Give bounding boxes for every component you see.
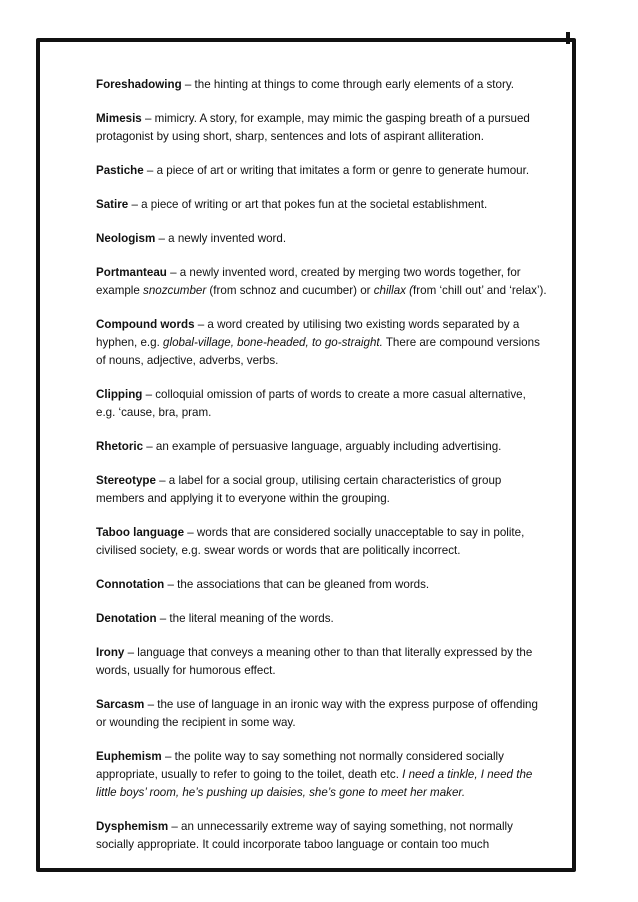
definition: – a label for a social group, utilising certain characteristics of group members and applying it to everyone within the grouping.	[96, 474, 502, 505]
term: Neologism	[96, 232, 156, 245]
example: global-village, bone-headed, to go-straight.	[163, 336, 383, 349]
definition: – the polite way to say something not normally considered socially appropriate, usually to refer to going to the toilet, death etc.	[96, 750, 504, 781]
term: Clipping	[96, 388, 143, 401]
glossary-entry	[96, 110, 548, 146]
term: Pastiche	[96, 164, 144, 177]
term: Connotation	[96, 578, 165, 591]
definition: – a piece of writing or art that pokes fun at the societal establishment.	[128, 198, 488, 211]
definition: – a piece of art or writing that imitates a form or genre to generate humour.	[143, 164, 530, 177]
term: Rhetoric	[96, 440, 144, 453]
example: chillax (	[373, 284, 414, 297]
glossary-entry	[96, 472, 548, 508]
term: Sarcasm	[96, 698, 145, 711]
glossary-entry	[96, 230, 548, 248]
glossary-entry	[96, 524, 548, 560]
definition: (from schnoz and cucumber) or	[206, 284, 374, 297]
term: Satire	[96, 198, 129, 211]
definition: – a newly invented word.	[155, 232, 287, 245]
glossary-entry	[96, 748, 548, 802]
definition: – a newly invented word, created by merging two words together, for example	[96, 266, 521, 297]
glossary-entry	[96, 316, 548, 370]
glossary-entry	[96, 196, 548, 214]
definition: – words that are considered socially unacceptable to say in polite, civilised society, e.g. swear words or words that are politically incorrect.	[96, 526, 525, 557]
definition: – the hinting at things to come through early elements of a story.	[181, 78, 514, 91]
term: Stereotype	[96, 474, 156, 487]
glossary-entry	[96, 162, 548, 180]
definition: – language that conveys a meaning other to than that literally expressed by the words, usually for humorous effect.	[96, 646, 533, 677]
glossary-entry	[96, 438, 548, 456]
example: snozcumber	[143, 284, 207, 297]
definition: – an example of persuasive language, arguably including advertising.	[143, 440, 502, 453]
definition: – mimicry. A story, for example, may mimic the gasping breath of a pursued protagonist by using short, sharp, sentences and lots of aspirant alliteration.	[96, 112, 530, 143]
definition: – the associations that can be gleaned from words.	[164, 578, 430, 591]
term: Foreshadowing	[96, 78, 182, 91]
definition: – an unnecessarily extreme way of saying something, not normally socially appropriate. It could incorporate taboo language or contain too much	[96, 820, 513, 851]
definition: – the use of language in an ironic way with the express purpose of offending or wounding the recipient in some way.	[96, 698, 538, 729]
definition: – the literal meaning of the words.	[156, 612, 334, 625]
glossary-entry	[96, 576, 548, 594]
glossary	[96, 76, 548, 870]
glossary-entry	[96, 264, 548, 300]
term: Euphemism	[96, 750, 162, 763]
glossary-entry	[96, 644, 548, 680]
term: Portmanteau	[96, 266, 167, 279]
definition: There are compound versions of nouns, adjective, adverbs, verbs.	[96, 336, 540, 367]
definition: from ‘chill out’ and ‘relax’).	[413, 284, 547, 297]
term: Dysphemism	[96, 820, 169, 833]
glossary-entry	[96, 76, 548, 94]
term: Mimesis	[96, 112, 142, 125]
glossary-entry	[96, 818, 548, 854]
glossary-entry	[96, 386, 548, 422]
glossary-entry	[96, 610, 548, 628]
term: Compound words	[96, 318, 195, 331]
term: Taboo language	[96, 526, 185, 539]
definition: – a word created by utilising two existing words separated by a hyphen, e.g.	[96, 318, 520, 349]
definition: – colloquial omission of parts of words to create a more casual alternative, e.g. ‘cause, bra, pram.	[96, 388, 526, 419]
term: Irony	[96, 646, 125, 659]
border-mark	[566, 32, 570, 44]
term: Denotation	[96, 612, 157, 625]
glossary-entry	[96, 696, 548, 732]
example: I need a tinkle, I need the little boys’ room, he’s pushing up daisies, she’s gone to meet her maker.	[96, 768, 533, 799]
